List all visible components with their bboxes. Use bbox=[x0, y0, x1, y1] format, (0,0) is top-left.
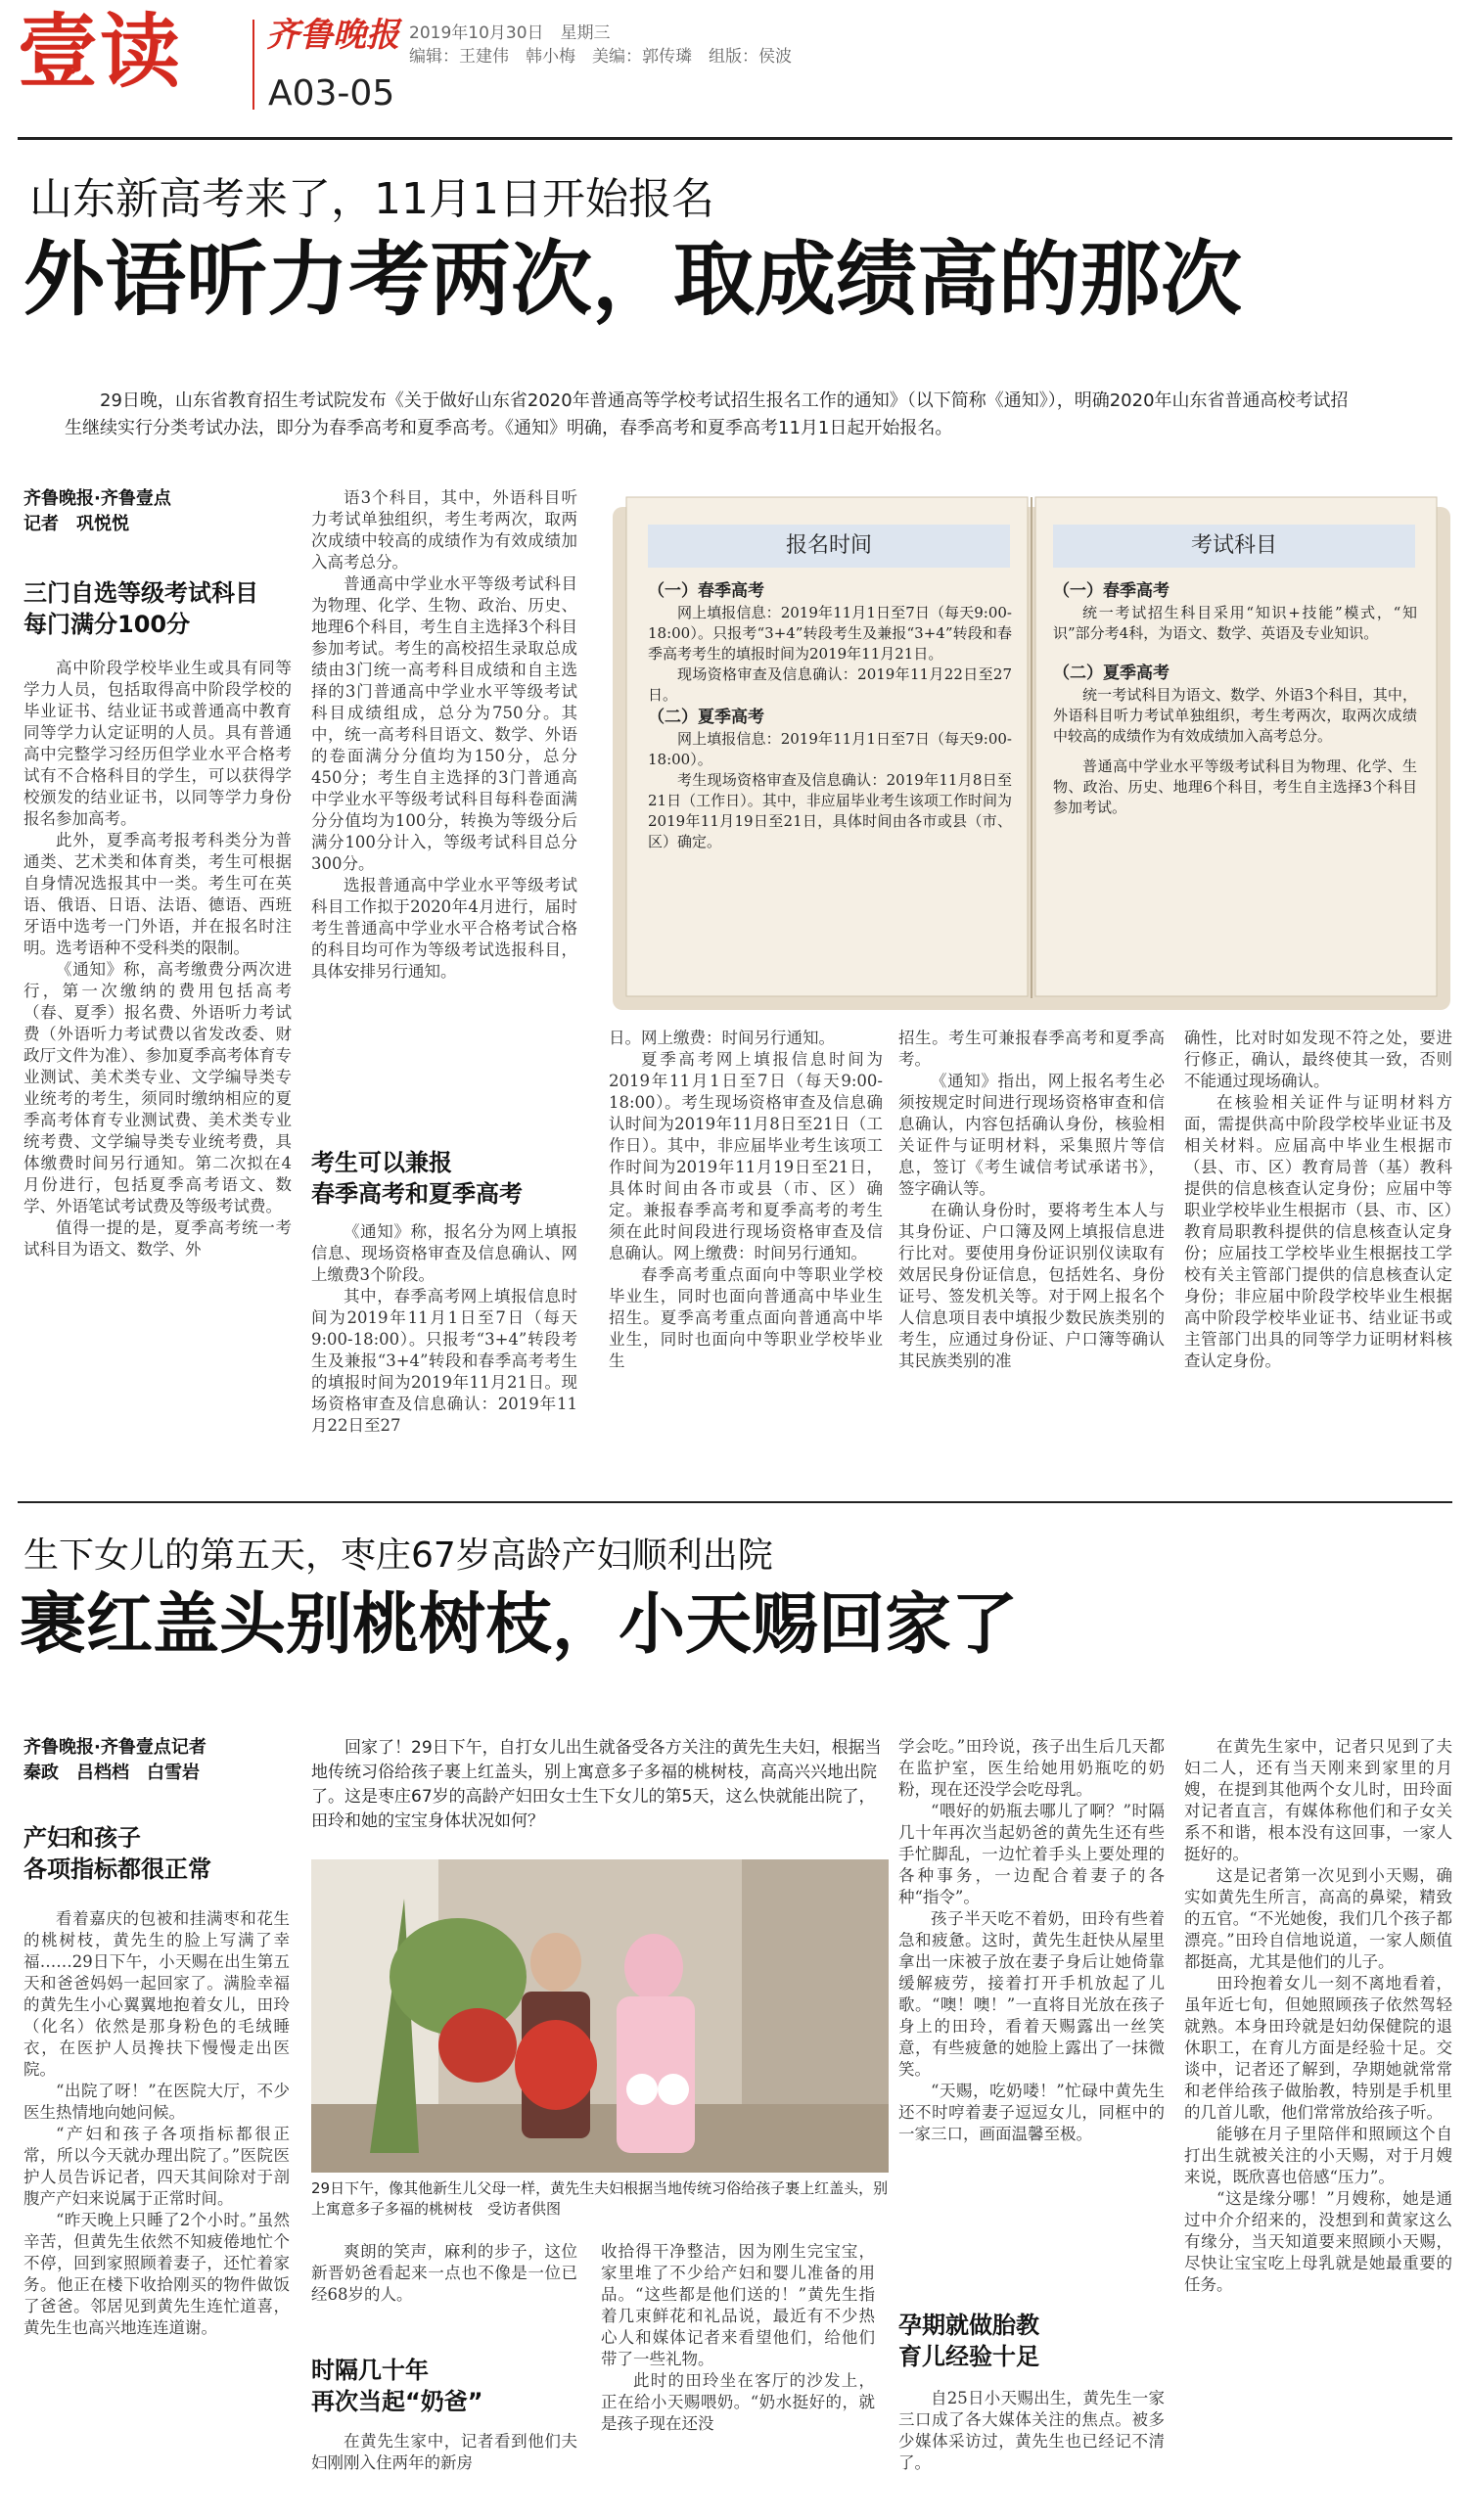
paragraph: 其中，春季高考网上填报信息时间为2019年11月1日至7日（每天9:00-18:00）。只报考“3+4”转段考生及兼报“3+4”转段和春季高考考生的填报时间为2019年11月21日。现场资格审查及信息确认：2019年11月22日至27 bbox=[311, 1287, 577, 1435]
box-spring-head: （一）春季高考 bbox=[648, 581, 764, 601]
photo-caption: 29日下午，像其他新生儿父母一样，黄先生夫妇根据当地传统习俗给孩子裹上红盖头，别上寓意多子多福的桃树枝 受访者供图 bbox=[311, 2179, 889, 2218]
story2-byline-outlet: 齐鲁晚报·齐鲁壹点记者 bbox=[23, 1737, 206, 1758]
paragraph: 看着嘉庆的包被和挂满枣和花生的桃树枝，黄先生的脸上写满了幸福……29日下午，小天赐在出生第五天和爸爸妈妈一起回家了。满脸幸福的黄先生小心翼翼地抱着女儿，田玲（化名）依然是那身粉色的毛绒睡衣，在医护人员搀扶下慢慢走出医院。 bbox=[23, 1909, 290, 2079]
box-spring-online: 网上填报信息：2019年11月1日至7日（每天9:00-18:00）。只报考“3+4”转段考生及兼报“3+4”转段和春季高考考生的填报时间为2019年11月21日。 bbox=[648, 604, 1012, 663]
box-right-title: 考试科目 bbox=[1053, 525, 1415, 568]
paragraph: 夏季高考网上填报信息时间为2019年11月1日至7日（每天9:00-18:00）。考生现场资格审查及信息确认时间为2019年11月8日至21日（工作日）。其中，非应届毕业考生该项工作时间为2019年11月19日至21日，具体时间由各市或县（市、区）确定。兼报春季高考和夏季高考的考生须在此时间段进行现场资格审查及信息确认。网上缴费：时间另行通知。 bbox=[609, 1050, 883, 1262]
box-r-summer-head: （二）夏季高考 bbox=[1053, 664, 1170, 683]
story2-column-3 bbox=[601, 2241, 875, 2505]
paragraph: 《通知》称，报名分为网上填报信息、现场资格审查及信息确认、网上缴费3个阶段。 bbox=[311, 1222, 577, 1284]
info-box bbox=[609, 489, 1454, 1018]
story-divider bbox=[18, 1501, 1452, 1503]
paragraph: 春季高考重点面向中等职业学校毕业生，同时也面向普通高中毕业生招生。夏季高考重点面向普通高中毕业生，同时也面向中等职业学校毕业生 bbox=[609, 1265, 883, 1370]
story1-subhead-1: 三门自选等级考试科目 每门满分100分 bbox=[23, 579, 258, 638]
paragraph: 学会吃。”田玲说，孩子出生后几天都在监护室，医生给她用奶瓶吃的奶粉，现在还没学会吃母乳。 bbox=[898, 1737, 1165, 1799]
paragraph: 此外，夏季高考报考科类分为普通类、艺术类和体育类，考生可根据自身情况选报其中一类。考生可在英语、俄语、日语、法语、德语、西班牙语中选考一门外语，并在报名时注明。选考语种不受科类的限制。 bbox=[23, 831, 292, 957]
paragraph: 收拾得干净整洁，因为刚生完宝宝，家里堆了不少给产妇和婴儿准备的用品。“这些都是他们送的！”黄先生指着几束鲜花和礼品说，最近有不少热心人和媒体记者来看望他们，给他们带了一些礼物。 bbox=[601, 2242, 875, 2368]
paper-logo: 齐鲁晚报 bbox=[266, 16, 399, 55]
story2-subhead-2: 时隔几十年 再次当起“奶爸” bbox=[311, 2357, 483, 2415]
paragraph: 语3个科目，其中，外语科目听力考试单独组织，考生考两次，取两次成绩中较高的成绩作为有效成绩加入高考总分。 bbox=[311, 488, 577, 572]
paragraph: 孩子半天吃不着奶，田玲有些着急和疲惫。这时，黄先生赶快从屋里拿出一床被子放在妻子身后让她倚靠缓解疲劳，接着打开手机放起了儿歌。“噢！噢！”一直将目光放在孩子身上的田玲，看着天赐露出一丝笑意，有些疲惫的她脸上露出了一抹微笑。 bbox=[898, 1909, 1165, 2079]
paragraph: 自25日小天赐出生，黄先生一家三口成了各大媒体关注的焦点。被多少媒体采访过，黄先生也已经记不清了。 bbox=[898, 2389, 1165, 2472]
paragraph: 值得一提的是，夏季高考统一考试科目为语文、数学、外 bbox=[23, 1218, 292, 1259]
box-summer-online: 网上填报信息：2019年11月1日至7日（每天9:00-18:00）。 bbox=[648, 730, 1012, 768]
paragraph: 能够在月子里陪伴和照顾这个自打出生就被关注的小天赐，对于月嫂来说，既欣喜也倍感“压力”。 bbox=[1184, 2125, 1452, 2186]
masthead-divider bbox=[252, 20, 254, 110]
paragraph: 招生。考生可兼报春季高考和夏季高考。 bbox=[898, 1029, 1165, 1069]
paragraph: 选报普通高中学业水平等级考试科目工作拟于2020年4月进行，届时考生普通高中学业水平合格考试合格的科目均可作为等级考试选报科目，具体安排另行通知。 bbox=[311, 876, 577, 981]
paragraph: 这是记者第一次见到小天赐，确实如黄先生所言，高高的鼻梁，精致的五官。“不光她俊，我们几个孩子都漂亮。”田玲自信地说道，一家人颇值都挺高，尤其是他们的儿子。 bbox=[1184, 1866, 1452, 1971]
editors-line: 编辑：王建伟 韩小梅 美编：郭传璘 组版：侯波 bbox=[409, 47, 792, 67]
paragraph: 在确认身份时，要将考生本人与其身份证、户口簿及网上填报信息进行比对。要使用身份证识别仪读取有效居民身份证信息，包括姓名、身份证号、签发机关等。对于网上报名个人信息项目表中填报少数民族类别的考生，应通过身份证、户口簿等确认其民族类别的准 bbox=[898, 1201, 1165, 1370]
story2-kicker: 生下女儿的第五天，枣庄67岁高龄产妇顺利出院 bbox=[23, 1535, 773, 1576]
box-r-spring: 统一考试招生科目采用“知识+技能”模式，“知识”部分考4科，为语文、数学、英语及专业知识。 bbox=[1053, 604, 1417, 642]
story2-byline-reporters: 秦政 吕档档 白雪岩 bbox=[23, 1763, 200, 1783]
story2-column-2b bbox=[311, 2431, 577, 2505]
story1-column-1 bbox=[23, 658, 292, 1460]
story1-byline-outlet: 齐鲁晚报·齐鲁壹点 bbox=[23, 488, 171, 509]
box-r-spring-head: （一）春季高考 bbox=[1053, 581, 1170, 601]
story2-column-4 bbox=[898, 1736, 1165, 2290]
paragraph: 日。网上缴费：时间另行通知。 bbox=[609, 1029, 835, 1047]
box-spring-onsite: 现场资格审查及信息确认：2019年11月22日至27日。 bbox=[648, 665, 1012, 704]
box-left-text bbox=[648, 579, 1012, 852]
story2-lead: 回家了！29日下午，自打女儿出生就备受各方关注的黄先生夫妇，根据当地传统习俗给孩子裹上红盖头，别上寓意多子多福的桃树枝，高高兴兴地出院了。这是枣庄67岁的高龄产妇田女士生下女儿的第5天，这么快就能出院了，田玲和她的宝宝身体状况如何？ bbox=[311, 1738, 882, 1831]
box-right-text bbox=[1053, 579, 1417, 818]
paragraph: 爽朗的笑声，麻利的步子，这位新晋奶爸看起来一点也不像是一位已经68岁的人。 bbox=[311, 2242, 577, 2304]
story1-headline: 外语听力考两次，取成绩高的那次 bbox=[23, 232, 1242, 327]
paragraph: 普通高中学业水平等级考试科目为物理、化学、生物、政治、历史、地理6个科目，考生自主选择3个科目参加考试。考生的高校招生录取总成绩由3门统一高考科目成绩和自主选择的3门普通高中学业水平等级考试科目成绩组成，总分为750分。其中，统一高考科目语文、数学、外语的卷面满分分值均为150分，总分450分；考生自主选择的3门普通高中学业水平等级考试科目每科卷面满分分值均为100分，转换为等级分后满分100分计入，等级考试科目总分300分。 bbox=[311, 574, 577, 873]
paragraph: 《通知》指出，网上报名考生必须按规定时间进行现场资格审查和信息确认，内容包括确认身份，核验相关证件与证明材料，采集照片等信息，签订《考生诚信考试承诺书》，签字确认等。 bbox=[898, 1072, 1165, 1198]
paragraph: 在核验相关证件与证明材料方面，需提供高中阶段学校毕业证书及相关材料。应届高中毕业生根据市（县、市、区）教育局普（基）教科提供的信息核查认定身份；应届中等职业学校毕业生根据市（县、市、区）教育局职教科提供的信息核查认定身份；应届技工学校毕业生根据技工学校有关主管部门提供的信息核查认定身份；非应届中阶段学校毕业生根据高中阶段学校毕业证书、结业证书或主管部门出具的同等学力证明材料核查认定身份。 bbox=[1184, 1093, 1452, 1370]
paragraph: 此时的田玲坐在客厅的沙发上，正在给小天赐喂奶。“奶水挺好的，就是孩子现在还没 bbox=[601, 2371, 875, 2433]
story1-column-2 bbox=[311, 487, 577, 1135]
paragraph: “产妇和孩子各项指标都很正常，所以今天就办理出院了。”医院医护人员告诉记者，四天其间除对于剖腹产产妇来说属于正常时间。 bbox=[23, 2125, 290, 2208]
story1-column-5 bbox=[1184, 1028, 1452, 1460]
story2-column-2 bbox=[311, 2241, 577, 2335]
masthead bbox=[0, 0, 1468, 127]
story1-subhead-2: 考生可以兼报 春季高考和夏季高考 bbox=[311, 1149, 523, 1208]
story1-column-3 bbox=[609, 1028, 883, 1460]
paragraph: 在黄先生家中，记者看到他们夫妇刚刚入住两年的新房 bbox=[311, 2432, 577, 2472]
story2-column-4b bbox=[898, 2388, 1165, 2505]
story1-byline-reporter: 记者 巩悦悦 bbox=[23, 514, 129, 534]
issue-date: 2019年10月30日 星期三 bbox=[409, 23, 611, 43]
box-summer-head: （二）夏季高考 bbox=[648, 708, 764, 727]
paragraph: 在黄先生家中，记者只见到了夫妇二人，还有当天刚来到家里的月嫂，在提到其他两个女儿时，田玲面对记者直言，有媒体称他们和子女关系不和谐，根本没有这回事，一家人挺好的。 bbox=[1184, 1737, 1452, 1863]
paragraph: “天赐，吃奶喽！”忙碌中黄先生还不时哼着妻子逗逗女儿，同框中的一家三口，画面温馨至极。 bbox=[898, 2082, 1165, 2143]
masthead-rule bbox=[18, 137, 1452, 140]
paragraph: “出院了呀！”在医院大厅，不少医生热情地向她问候。 bbox=[23, 2082, 290, 2122]
box-summer-onsite: 考生现场资格审查及信息确认：2019年11月8日至21日（工作日）。其中，非应届毕业考生该项工作时间为2019年11月19日至21日，具体时间由各市或县（市、区）确定。 bbox=[648, 771, 1012, 850]
paragraph: “昨天晚上只睡了2个小时。”虽然辛苦，但黄先生依然不知疲倦地忙个不停，回到家照顾着妻子，还忙着家务。他正在楼下收拾刚买的物件做饭了爸爸。邻居见到黄先生连忙道喜，黄先生也高兴地连连道谢。 bbox=[23, 2211, 290, 2337]
story1-column-2b bbox=[311, 1221, 577, 1460]
story2-subhead-3: 孕期就做胎教 育儿经验十足 bbox=[898, 2312, 1039, 2370]
paragraph: 《通知》称，高考缴费分两次进行，第一次缴纳的费用包括高考（春、夏季）报名费、外语听力考试费（外语听力考试费以省发改委、财政厅文件为准）、参加夏季高考体育专业测试、美术类专业、文学编导类专业统考的考生，须同时缴纳相应的夏季高考体育专业测试费、美术类专业统考费、文学编导类专业统考费，具体缴费时间另行通知。第二次拟在4月份进行，包括夏季高考语文、数学、外语笔试考试费及等级考试费。 bbox=[23, 960, 292, 1215]
paragraph: 高中阶段学校毕业生或具有同等学力人员，包括取得高中阶段学校的毕业证书、结业证书或普通高中教育同等学力认定证明的人员。具有普通高中完整学习经历但学业水平合格考试有不合格科目的学生，可以获得学校颁发的结业证书，以同等学力身份报名参加高考。 bbox=[23, 659, 292, 828]
paragraph: “喂好的奶瓶去哪儿了啊？”时隔几十年再次当起奶爸的黄先生还有些手忙脚乱，一边忙着手头上要处理的各种事务，一边配合着妻子的各种“指令”。 bbox=[898, 1802, 1165, 1906]
page-range: A03-05 bbox=[268, 73, 395, 114]
news-photo bbox=[311, 1859, 889, 2173]
box-r-summer-2: 普通高中学业水平等级考试科目为物理、化学、生物、政治、历史、地理6个科目，考生自主选择3个科目参加考试。 bbox=[1053, 757, 1417, 816]
photo-illustration bbox=[311, 1859, 889, 2173]
story2-headline: 裹红盖头别桃树枝，小天赐回家了 bbox=[20, 1586, 1019, 1664]
paragraph: 确性，比对时如发现不符之处，要进行修正，确认，最终使其一致，否则不能通过现场确认。 bbox=[1184, 1029, 1452, 1090]
box-left-title: 报名时间 bbox=[648, 525, 1010, 568]
story1-kicker: 山东新高考来了，11月1日开始报名 bbox=[29, 174, 714, 224]
story2-column-5 bbox=[1184, 1736, 1452, 2505]
story1-column-4 bbox=[898, 1028, 1165, 1460]
story1-lead: 29日晚，山东省教育招生考试院发布《关于做好山东省2020年普通高等学校考试招生报名工作的通知》（以下简称《通知》），明确2020年山东省普通高校考试招生继续实行分类考试办法，即分为春季高考和夏季高考。《通知》明确，春季高考和夏季高考11月1日起开始报名。 bbox=[65, 390, 1349, 438]
paragraph: 田玲抱着女儿一刻不离地看着，虽年近七旬，但她照顾孩子依然驾轻就熟。本身田玲就是妇幼保健院的退休职工，在育儿方面是经验十足。交谈中，记者还了解到，孕期她就常常和老伴给孩子做胎教，特别是手机里的几首儿歌，他们常常放给孩子听。 bbox=[1184, 1974, 1452, 2122]
story2-column-1 bbox=[23, 1908, 290, 2505]
section-title: 壹读 bbox=[18, 6, 183, 99]
box-r-summer-1: 统一考试科目为语文、数学、外语3个科目，其中，外语科目听力考试单独组织，考生考两次，取两次成绩中较高的成绩作为有效成绩加入高考总分。 bbox=[1053, 686, 1417, 745]
story2-subhead-1: 产妇和孩子 各项指标都很正常 bbox=[23, 1824, 211, 1883]
paragraph: “这是缘分哪！”月嫂称，她是通过中介介绍来的，没想到和黄家这么有缘分，当天知道要来照顾小天赐，尽快让宝宝吃上母乳就是她最重要的任务。 bbox=[1184, 2189, 1452, 2294]
